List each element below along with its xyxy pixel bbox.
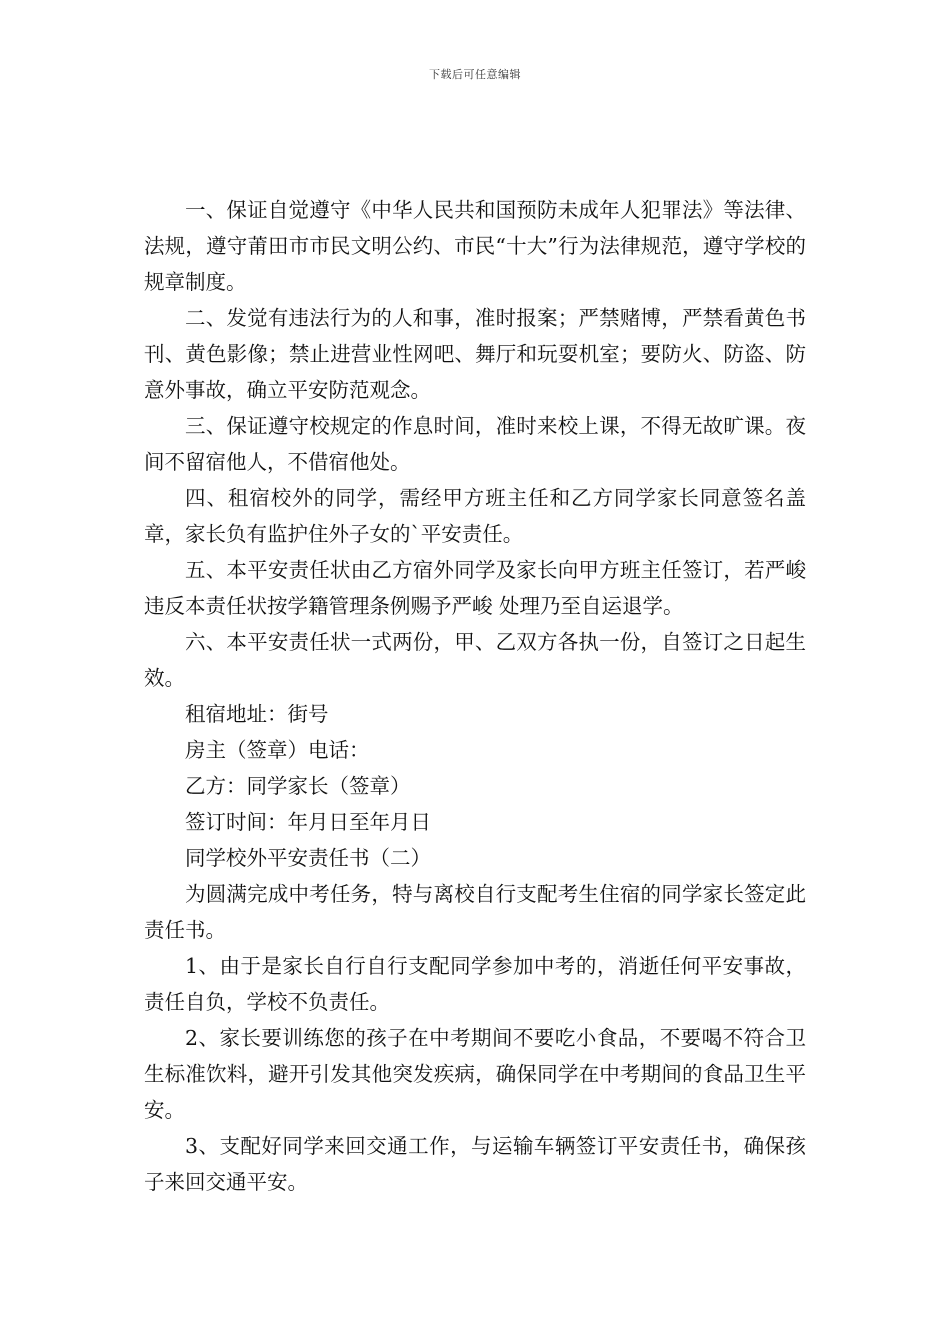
item-3: 3、支配好同学来回交通工作，与运输车辆签订平安责任书，确保孩子来回交通平安。 <box>144 1134 806 1194</box>
clause-6: 六、本平安责任状一式两份，甲、乙双方各执一份，自签订之日起生效。 <box>144 630 806 690</box>
clause-2: 二、发觉有违法行为的人和事，准时报案；严禁赌博，严禁看黄色书刊、黄色影像；禁止进营业性网吧、舞厅和玩耍机室；要防火、防盗、防意外事故，确立平安防范观念。 <box>144 306 806 402</box>
item-1: 1、由于是家长自行自行支配同学参加中考的，消逝任何平安事故，责任自负，学校不负责任。 <box>144 954 806 1014</box>
clause-1: 一、保证自觉遵守《中华人民共和国预防未成年人犯罪法》等法律、法规，遵守莆田市市民文明公约、市民“十大”行为法律规范，遵守学校的规章制度。 <box>144 198 806 294</box>
landlord-line: 房主（签章）电话： <box>185 738 370 762</box>
section-title: 同学校外平安责任书（二） <box>185 846 431 870</box>
item-2: 2、家长要训练您的孩子在中考期间不要吃小食品，不要喝不符合卫生标准饮料，避开引发其他突发疾病，确保同学在中考期间的食品卫生平安。 <box>144 1026 806 1122</box>
signing-date-line: 签订时间：年月日至年月日 <box>185 810 431 834</box>
document-body <box>144 192 806 1200</box>
party-b-line: 乙方：同学家长（签章） <box>185 774 411 798</box>
clause-5: 五、本平安责任状由乙方宿外同学及家长向甲方班主任签订，若严峻违反本责任状按学籍管理条例赐予严峻 处理乃至自运退学。 <box>144 558 806 618</box>
rental-address-line: 租宿地址：街号 <box>185 702 329 726</box>
clause-4: 四、租宿校外的同学，需经甲方班主任和乙方同学家长同意签名盖章，家长负有监护住外子女的`平安责任。 <box>144 486 806 546</box>
page-header-note: 下载后可任意编辑 <box>429 68 521 81</box>
intro-paragraph: 为圆满完成中考任务，特与离校自行支配考生住宿的同学家长签定此责任书。 <box>144 882 806 942</box>
clause-3: 三、保证遵守校规定的作息时间，准时来校上课，不得无故旷课。夜间不留宿他人，不借宿他处。 <box>144 414 806 474</box>
